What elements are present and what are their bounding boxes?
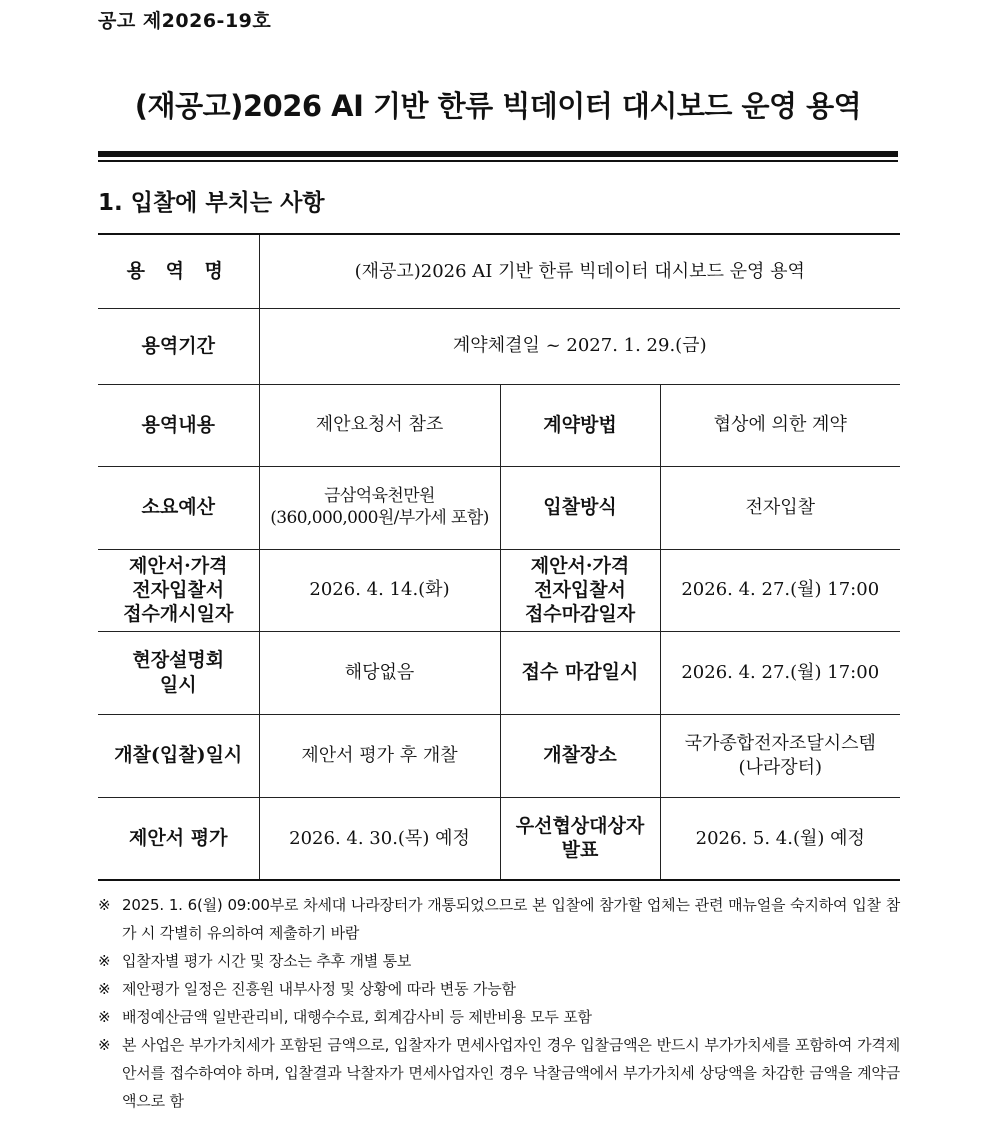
document-title: (재공고)2026 AI 기반 한류 빅데이터 대시보드 운영 용역 (134, 89, 862, 123)
budget-label: 소요예산 (98, 466, 259, 549)
service-period-value: 계약체결일 ~ 2027. 1. 29.(금) (259, 308, 900, 384)
budget-value-korean: 금삼억육천만원 (324, 485, 435, 506)
opening-place-label: 개찰장소 (500, 714, 660, 797)
service-content-value: 제안요청서 참조 (259, 384, 500, 466)
submission-deadline-label-line: 제안서·가격 (530, 554, 630, 577)
service-content-label: 용역내용 (98, 384, 259, 466)
opening-datetime-label: 개찰(입찰)일시 (98, 714, 259, 797)
reference-mark: ※ (98, 1036, 111, 1054)
reference-mark: ※ (98, 1008, 111, 1026)
proposal-evaluation-label: 제안서 평가 (98, 797, 259, 880)
note-item (98, 1003, 900, 1031)
title-divider-thick (98, 151, 898, 157)
opening-place-value (660, 714, 900, 797)
table-row-service-name (98, 234, 900, 308)
submission-deadline-label (500, 549, 660, 631)
briefing-label-line: 현장설명회 (132, 649, 225, 672)
service-name-label: 용 역 명 (98, 234, 259, 308)
receipt-deadline-label: 접수 마감일시 (500, 631, 660, 714)
table-row-service-period (98, 308, 900, 384)
submission-deadline-label-line: 접수마감일자 (524, 603, 636, 626)
note-text: 본 사업은 부가가치세가 포함된 금액으로, 입찰자가 면세사업자인 경우 입찰금액은 반드시 부가가치세를 포함하여 가격제안서를 접수하여야 하며, 입찰결과 낙찰자가 면세사업자인 경우 낙찰금액에서 부가가치세 상당액을 차감한 금액을 계약금액으로 함 (122, 1036, 900, 1110)
bid-info-table (98, 233, 900, 881)
note-text: 입찰자별 평가 시간 및 장소는 추후 개별 통보 (122, 952, 412, 970)
bid-method-value: 전자입찰 (660, 466, 900, 549)
submission-start-value: 2026. 4. 14.(화) (259, 549, 500, 631)
service-period-label: 용역기간 (98, 308, 259, 384)
submission-start-label-line: 제안서·가격 (129, 554, 228, 577)
title-divider-thin (98, 160, 898, 162)
budget-value (259, 466, 500, 549)
note-text: 제안평가 일정은 진흥원 내부사정 및 상황에 따라 변동 가능함 (122, 980, 516, 998)
reference-mark: ※ (98, 896, 111, 914)
table-row-opening (98, 714, 900, 797)
reference-mark: ※ (98, 980, 111, 998)
opening-place-value-line: (나라장터) (738, 756, 823, 778)
briefing-label-line: 일시 (159, 673, 197, 696)
opening-place-value-line: 국가종합전자조달시스템 (684, 733, 876, 755)
note-text: 배정예산금액 일반관리비, 대행수수료, 회계감사비 등 제반비용 모두 포함 (122, 1008, 592, 1026)
contract-method-value: 협상에 의한 계약 (660, 384, 900, 466)
table-row-content (98, 384, 900, 466)
budget-value-numeric: (360,000,000원/부가세 포함) (270, 507, 489, 528)
receipt-deadline-value: 2026. 4. 27.(월) 17:00 (660, 631, 900, 714)
notes-list (98, 891, 900, 1115)
note-item (98, 975, 900, 1003)
table-row-evaluation (98, 797, 900, 880)
contract-method-label: 계약방법 (500, 384, 660, 466)
briefing-value: 해당없음 (259, 631, 500, 714)
note-item (98, 891, 900, 947)
table-row-budget (98, 466, 900, 549)
reference-mark: ※ (98, 952, 111, 970)
bid-method-label: 입찰방식 (500, 466, 660, 549)
service-name-value: (재공고)2026 AI 기반 한류 빅데이터 대시보드 운영 용역 (259, 234, 900, 308)
section-heading: 1. 입찰에 부치는 사항 (98, 190, 325, 216)
priority-announcement-label-line: 발표 (561, 839, 599, 862)
table-row-briefing (98, 631, 900, 714)
notice-number: 공고 제2026-19호 (98, 10, 272, 32)
briefing-label (98, 631, 259, 714)
note-text: 2025. 1. 6(월) 09:00부로 차세대 나라장터가 개통되었으므로 본 입찰에 참가할 업체는 관련 매뉴얼을 숙지하여 입찰 참가 시 각별히 유의하여 제출하기 바람 (122, 896, 900, 942)
submission-start-label-line: 전자입찰서 (132, 578, 225, 601)
priority-announcement-label (500, 797, 660, 880)
priority-announcement-label-line: 우선협상대상자 (515, 814, 645, 837)
submission-start-label-line: 접수개시일자 (123, 603, 234, 626)
submission-deadline-value: 2026. 4. 27.(월) 17:00 (660, 549, 900, 631)
table-row-submission (98, 549, 900, 631)
note-item (98, 947, 900, 975)
priority-announcement-value: 2026. 5. 4.(월) 예정 (660, 797, 900, 880)
proposal-evaluation-value: 2026. 4. 30.(목) 예정 (259, 797, 500, 880)
note-item (98, 1031, 900, 1115)
submission-start-label (98, 549, 259, 631)
submission-deadline-label-line: 전자입찰서 (534, 578, 626, 601)
opening-datetime-value: 제안서 평가 후 개찰 (259, 714, 500, 797)
